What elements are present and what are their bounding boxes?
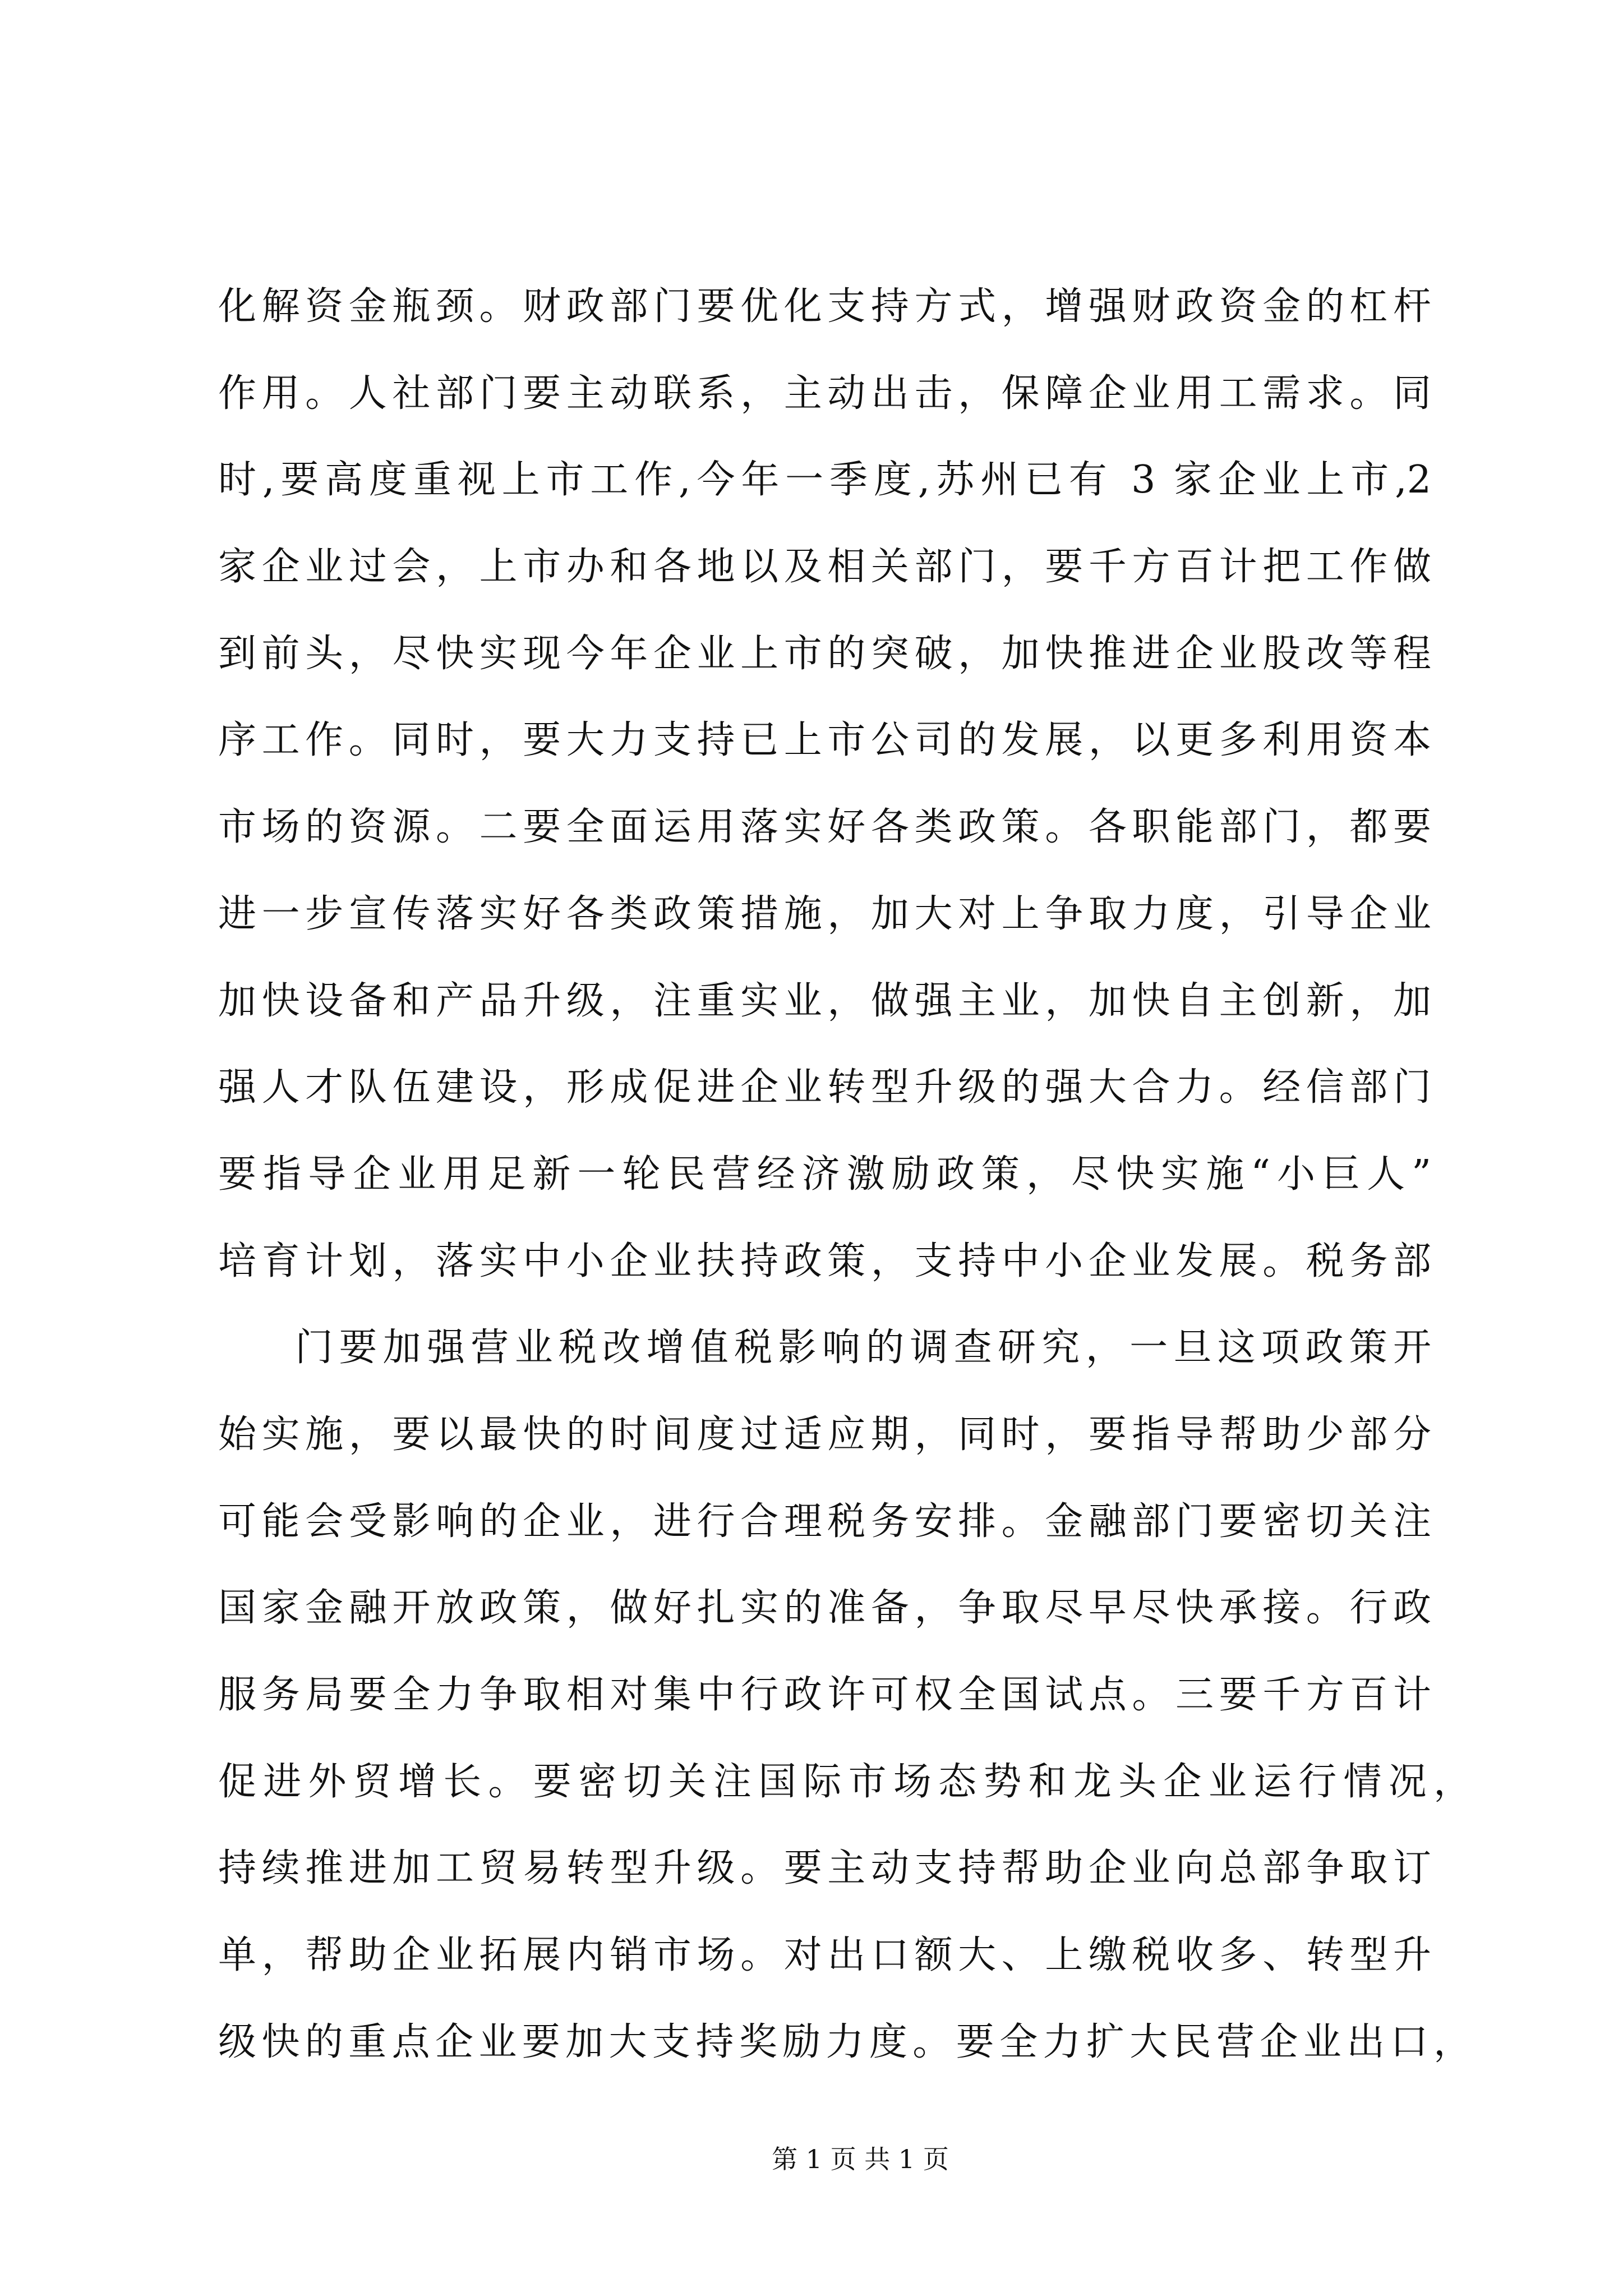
paragraph [218, 264, 1480, 1305]
text-line: 强人才队伍建设，形成促进企业转型升级的强大合力。经信部门 [218, 1065, 1431, 1110]
text-line: 要指导企业用足新一轮民营经济激励政策，尽快实施“小巨人” [218, 1152, 1431, 1197]
text-line: 家企业过会，上市办和各地以及相关部门，要千方百计把工作做 [218, 545, 1431, 590]
text-line: 促进外贸增长。要密切关注国际市场态势和龙头企业运行情况， [218, 1759, 1472, 1804]
text-line: 持续推进加工贸易转型升级。要主动支持帮助企业向总部争取订 [218, 1846, 1431, 1891]
body-text [218, 264, 1480, 2086]
text-line: 加快设备和产品升级，注重实业，做强主业，加快自主创新，加 [218, 978, 1431, 1023]
text-line: 序工作。同时，要大力支持已上市公司的发展，以更多利用资本 [218, 718, 1431, 763]
text-line: 市场的资源。二要全面运用落实好各类政策。各职能部门，都要 [218, 805, 1431, 850]
text-line: 进一步宣传落实好各类政策措施，加大对上争取力度，引导企业 [218, 891, 1431, 936]
text-line: 时,要高度重视上市工作,今年一季度,苏州已有 3 家企业上市,2 [218, 458, 1431, 503]
text-line: 级快的重点企业要加大支持奖励力度。要全力扩大民营企业出口， [218, 2019, 1472, 2064]
paragraph [218, 1305, 1480, 2086]
text-line: 作用。人社部门要主动联系，主动出击，保障企业用工需求。同 [218, 371, 1431, 416]
text-line: 到前头，尽快实现今年企业上市的突破，加快推进企业股改等程 [218, 631, 1431, 676]
text-line: 门要加强营业税改增值税影响的调查研究，一旦这项政策开 [295, 1326, 1431, 1370]
text-line: 单，帮助企业拓展内销市场。对出口额大、上缴税收多、转型升 [218, 1933, 1431, 1978]
text-line: 始实施，要以最快的时间度过适应期，同时，要指导帮助少部分 [218, 1412, 1431, 1457]
text-line: 国家金融开放政策，做好扎实的准备，争取尽早尽快承接。行政 [218, 1586, 1431, 1631]
text-line: 可能会受影响的企业，进行合理税务安排。金融部门要密切关注 [218, 1499, 1431, 1544]
text-line: 服务局要全力争取相对集中行政许可权全国试点。三要千方百计 [218, 1673, 1431, 1717]
text-line: 化解资金瓶颈。财政部门要优化支持方式，增强财政资金的杠杆 [218, 284, 1431, 329]
text-line: 培育计划，落实中小企业扶持政策，支持中小企业发展。税务部 [218, 1239, 1431, 1283]
page-footer: 第 1 页 共 1 页 [772, 2144, 949, 2174]
